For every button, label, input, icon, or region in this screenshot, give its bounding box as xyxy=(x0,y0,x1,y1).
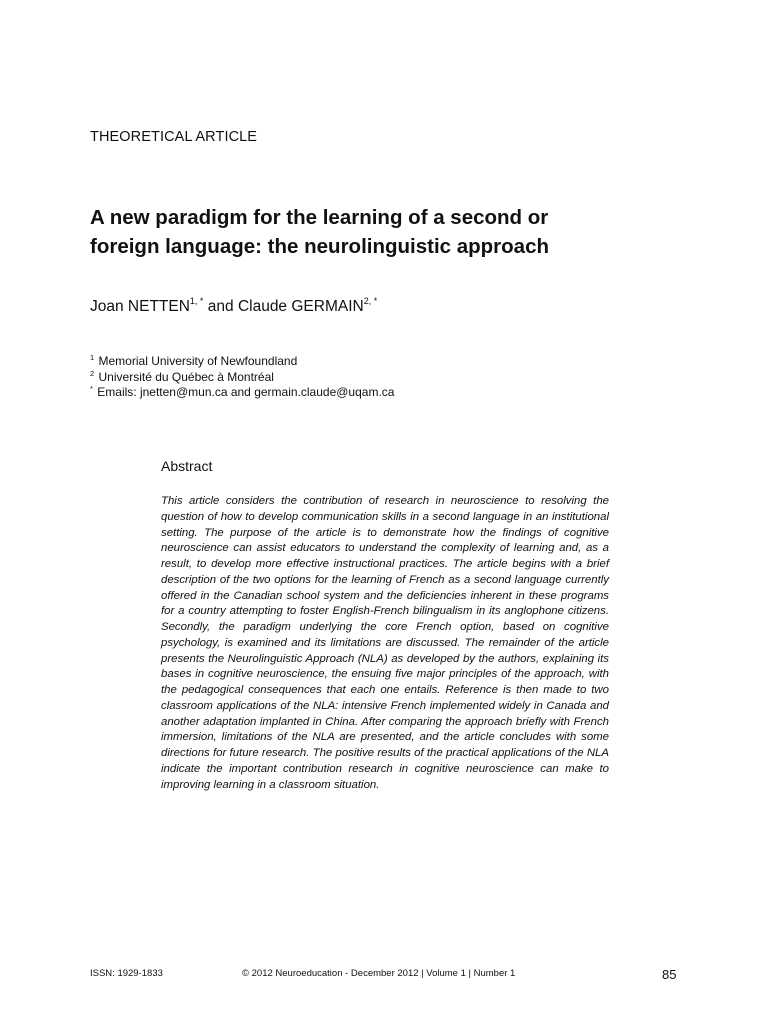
author-2-affiliation-marks: 2, * xyxy=(363,296,378,306)
author-1-name: Joan NETTEN xyxy=(90,298,190,315)
affiliation-text: Emails: jnetten@mun.ca and germain.claude@uqam.ca xyxy=(97,385,395,399)
affiliation-mark: 2 xyxy=(90,368,95,378)
article-type-label: THEORETICAL ARTICLE xyxy=(90,129,258,145)
author-2-name: Claude GERMAIN xyxy=(237,298,364,315)
affiliation-item xyxy=(90,354,394,370)
affiliation-mark: * xyxy=(90,384,93,393)
affiliation-item xyxy=(90,385,394,401)
affiliation-text: Memorial University of Newfoundland xyxy=(98,354,298,368)
footer-issn: ISSN: 1929-1833 xyxy=(90,968,163,979)
abstract-body: This article considers the contribution of research in neuroscience to resolving the question of how to develop communication skills in a second language in an institutional setting. The purpose of the article is to demonstrate how the findings of cognitive neuroscience can assist educators to understand the complexity of learning and, as a result, to develop more effective instructional practices. The article begins with a brief description of the two options for the learning of French as a second language currently offered in the Canadian school system and the deficiencies inherent in these programs for a country attempting to foster English-French bilingualism in its anglophone citizens. Secondly, the paradigm underlying the core French option, based on cognitive psychology, is examined and its limitations are discussed. The remainder of the article presents the Neurolinguistic Approach (NLA) as developed by the authors, explaining its bases in cognitive neuroscience, the ensuing five major principles of the approach, with the pedagogical consequences that each one entails. Reference is then made to two classroom applications of the NLA: intensive French implemented widely in Canada and another adaptation implanted in China. After comparing the approach briefly with French immersion, limitations of the NLA are presented, and the article concludes with some directions for future research. The positive results of the practical applications of the NLA indicate the important contribution research in cognitive neuroscience can make to improving learning in a classroom situation. xyxy=(161,495,609,791)
paper-title xyxy=(90,203,650,261)
title-line-2: foreign language: the neurolinguistic approach xyxy=(90,235,550,258)
affiliation-list xyxy=(90,354,394,401)
abstract-heading: Abstract xyxy=(161,458,213,474)
page-number: 85 xyxy=(662,967,677,982)
author-list xyxy=(90,298,377,316)
author-1-affiliation-marks: 1, * xyxy=(189,296,204,306)
author-connector: and xyxy=(207,298,234,315)
affiliation-item xyxy=(90,370,394,386)
affiliation-mark: 1 xyxy=(90,353,95,362)
title-line-1: A new paradigm for the learning of a second or xyxy=(90,206,549,229)
affiliation-text: Université du Québec à Montréal xyxy=(98,369,274,384)
footer-journal-info: © 2012 Neuroeducation - December 2012 | Volume 1 | Number 1 xyxy=(242,968,516,979)
